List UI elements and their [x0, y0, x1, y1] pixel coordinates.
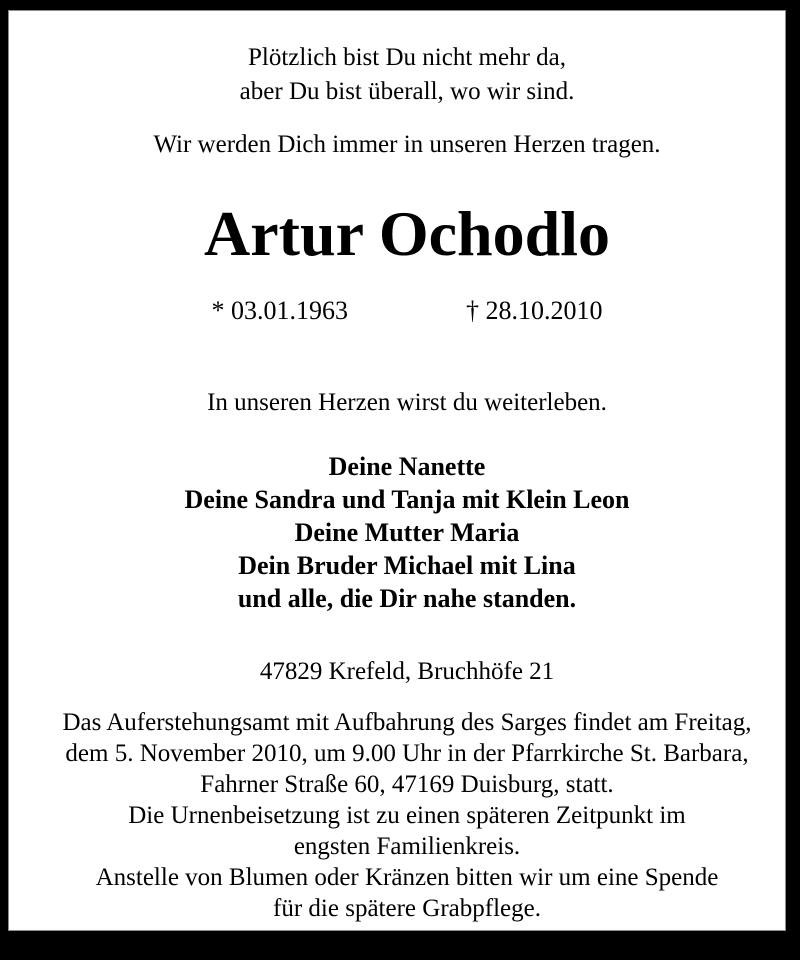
obituary-card — [8, 10, 786, 931]
mourners-list — [29, 450, 785, 615]
address-line: 47829 Krefeld, Bruchhöfe 21 — [259, 658, 555, 685]
funeral-line: engsten Familienkreis. — [293, 833, 521, 860]
funeral-line: Die Urnenbeisetzung ist zu einen späteren Zeitpunkt im — [128, 802, 686, 829]
funeral-line: für die spätere Grabpflege. — [273, 895, 541, 922]
funeral-line: Fahrner Straße 60, 47169 Duisburg, statt. — [200, 771, 614, 798]
funeral-details — [29, 707, 785, 924]
mourner-line: Deine Mutter Maria — [294, 518, 520, 547]
death-date: † 28.10.2010 — [466, 296, 603, 325]
verse-line: aber Du bist überall, wo wir sind. — [239, 78, 575, 105]
birth-date: * 03.01.1963 — [211, 296, 348, 325]
mourner-line: Deine Sandra und Tanja mit Klein Leon — [184, 485, 630, 514]
opening-verse — [29, 41, 785, 109]
mourner-line: und alle, die Dir nahe standen. — [237, 584, 577, 613]
opening-verse-second: Wir werden Dich immer in unseren Herzen tragen. — [153, 131, 661, 158]
obituary-content — [9, 41, 785, 960]
memorial-line: In unseren Herzen wirst du weiterleben. — [207, 389, 607, 416]
mourner-line: Dein Bruder Michael mit Lina — [238, 551, 576, 580]
deceased-name: Artur Ochodlo — [204, 198, 610, 269]
mourner-line: Deine Nanette — [328, 452, 486, 481]
funeral-line: dem 5. November 2010, um 9.00 Uhr in der Pfarrkirche St. Barbara, — [65, 740, 749, 767]
life-dates — [29, 294, 785, 328]
verse-line: Plötzlich bist Du nicht mehr da, — [247, 44, 566, 71]
funeral-line: Das Auferstehungsamt mit Aufbahrung des Sarges findet am Freitag, — [62, 709, 752, 736]
funeral-line: Anstelle von Blumen oder Kränzen bitten wir um eine Spende — [95, 864, 719, 891]
